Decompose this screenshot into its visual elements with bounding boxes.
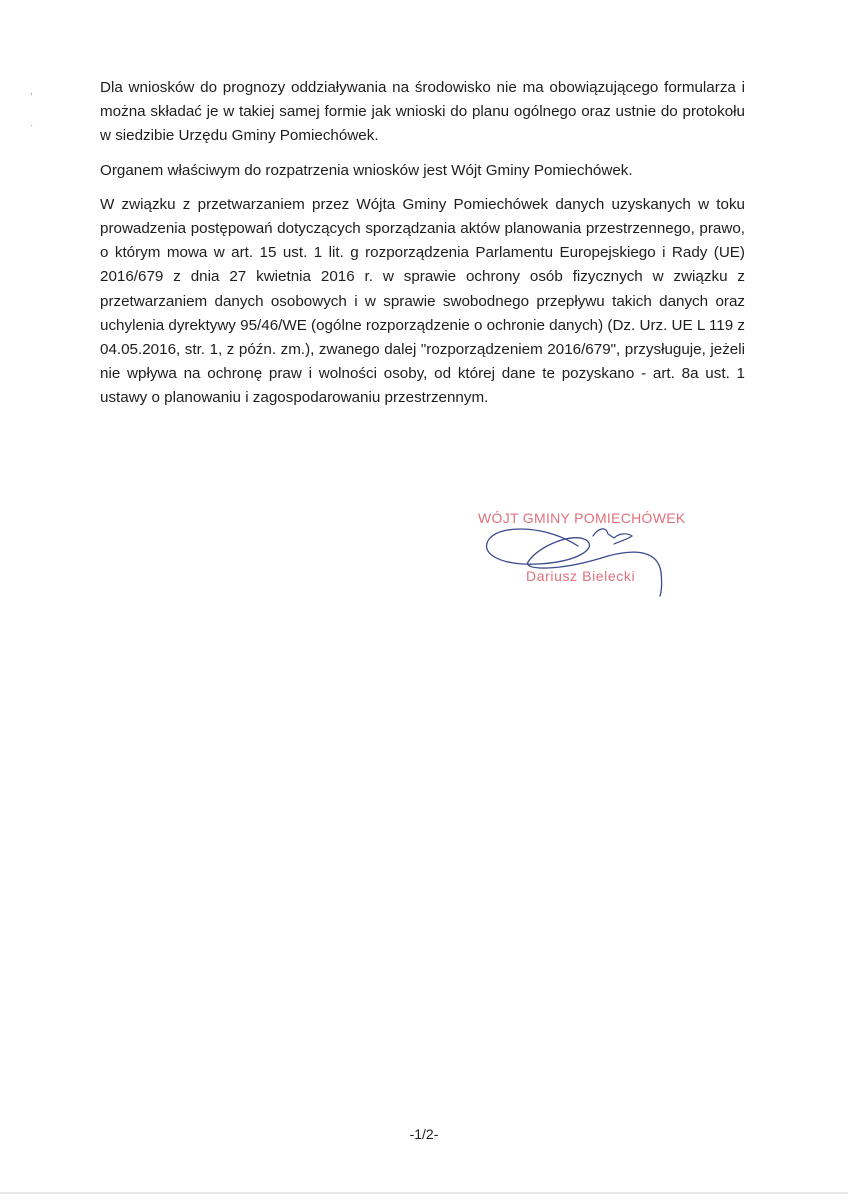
stamp-title: WÓJT GMINY POMIECHÓWEK xyxy=(478,510,686,526)
paragraph-data-protection: W związku z przetwarzaniem przez Wójta Gminy Pomiechówek danych uzyskanych w toku prowadzenia postępowań dotyczących sporządzania aktów planowania przestrzennego, prawo, o którym mowa w art. 15 ust. 1 lit. g rozporządzenia Parlamentu Europejskiego i Rady (UE) 2016/679 z dnia 27 kwietnia 2016 r. w sprawie ochrony osób fizycznych w związku z przetwarzaniem danych osobowych i w sprawie swobodnego przepływu takich danych oraz uchylenia dyrektywy 95/46/WE (ogólne rozporządzenie o ochronie danych) (Dz. Urz. UE L 119 z 04.05.2016, str. 1, z późn. zm.), zwanego dalej "rozporządzeniem 2016/679", przysługuje, jeżeli nie wpływa na ochronę praw i wolności osoby, od której dane te pozyskano - art. 8a ust. 1 ustawy o planowaniu i zagospodarowaniu przestrzennym. xyxy=(100,195,745,407)
page-number: -1/2- xyxy=(409,1126,439,1142)
scan-edge xyxy=(0,1192,848,1194)
margin-mark: , xyxy=(30,86,33,97)
signature-icon xyxy=(468,506,698,606)
paragraph-competent-authority: Organem właściwym do rozpatrzenia wniosków jest Wójt Gminy Pomiechówek. xyxy=(100,161,633,179)
document-body xyxy=(100,76,745,421)
margin-mark: · xyxy=(30,120,34,131)
official-stamp xyxy=(468,506,698,606)
stamp-name: Dariusz Bielecki xyxy=(526,568,636,584)
paragraph-forecast-requests: Dla wniosków do prognozy oddziaływania na środowisko nie ma obowiązującego formularza i można składać je w takiej samej formie jak wnioski do planu ogólnego oraz ustnie do protokołu w siedzibie Urzędu Gminy Pomiechówek. xyxy=(100,79,745,145)
